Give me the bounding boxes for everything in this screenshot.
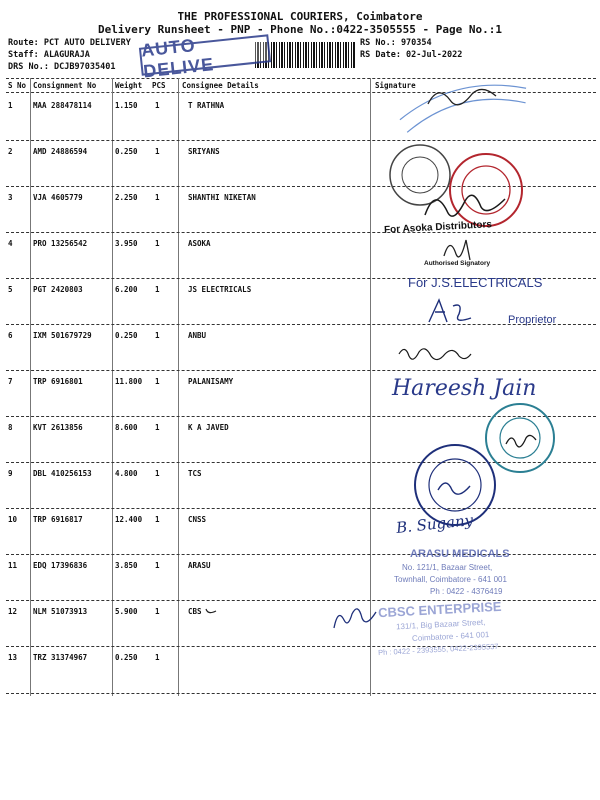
- cbs-signature: [330, 602, 386, 634]
- row-weight: 6.200: [115, 285, 138, 294]
- row-sno: 13: [8, 653, 18, 662]
- row-sno: 2: [8, 147, 13, 156]
- row-weight: 1.150: [115, 101, 138, 110]
- row-consignee: ASOKA: [188, 239, 211, 248]
- column-header-sno: S No: [8, 81, 27, 90]
- row-weight: 3.850: [115, 561, 138, 570]
- row-weight: 0.250: [115, 147, 138, 156]
- row-weight: 4.800: [115, 469, 138, 478]
- column-divider: [178, 78, 179, 696]
- row-sno: 6: [8, 331, 13, 340]
- row-consignment: KVT 2613856: [33, 423, 83, 432]
- row-rule: [6, 508, 596, 509]
- cnss-signature: B. Sugany: [395, 511, 474, 537]
- row-consignee: CNSS: [188, 515, 207, 524]
- row-pcs: 1: [155, 607, 160, 616]
- row-consignee: ARASU: [188, 561, 211, 570]
- row-pcs: 1: [155, 101, 160, 110]
- arasu-address-1: No. 121/1, Bazaar Street,: [402, 563, 493, 572]
- row-weight: 8.600: [115, 423, 138, 432]
- row-weight: 2.250: [115, 193, 138, 202]
- asoka-stamp-text: For Asoka Distributors: [383, 219, 493, 236]
- palanisamy-signature: Hareesh Jain: [392, 376, 537, 401]
- row-consignment: AMD 24886594: [33, 147, 88, 156]
- column-header-consignment: Consignment No: [33, 81, 97, 90]
- js-signature: [425, 296, 475, 326]
- rs-number: RS No.: 970354: [360, 38, 432, 48]
- auto-delivery-stamp: AUTO DELIVE: [139, 34, 271, 75]
- staff-label: Staff: ALAGURAJA: [8, 50, 90, 60]
- arasu-address-2: Townhall, Coimbatore - 641 001: [394, 575, 507, 584]
- row-rule: [6, 140, 596, 141]
- row-pcs: 1: [155, 331, 160, 340]
- cbs-phone: Ph : 0422 - 2393555, 0422-2395537: [377, 641, 499, 658]
- arasu-medicals-stamp: ARASU MEDICALS: [410, 548, 510, 560]
- signature-scribble: [420, 185, 510, 225]
- row-consignment: IXM 501679729: [33, 331, 92, 340]
- row-consignee: PALANISAMY: [188, 377, 234, 386]
- js-electricals-stamp: For J.S.ELECTRICALS: [408, 275, 543, 290]
- row-pcs: 1: [155, 285, 160, 294]
- anbu-signature: [396, 342, 476, 364]
- row-sno: 12: [8, 607, 18, 616]
- row-consignee: SRIYANS: [188, 147, 220, 156]
- row-consignee: ANBU: [188, 331, 207, 340]
- row-consignment: EDQ 17396836: [33, 561, 88, 570]
- row-weight: 11.800: [115, 377, 143, 386]
- row-consignment: DBL 410256153: [33, 469, 92, 478]
- cbs-tick-mark: [204, 605, 218, 615]
- row-pcs: 1: [155, 469, 160, 478]
- arasu-phone: Ph : 0422 - 4376419: [430, 587, 503, 596]
- row-sno: 10: [8, 515, 18, 524]
- row-consignment: TRP 6916817: [33, 515, 83, 524]
- route-label: Route: PCT AUTO DELIVERY: [8, 38, 131, 48]
- document-title: THE PROFESSIONAL COURIERS, Coimbatore: [177, 10, 423, 23]
- row-consignment: PGT 2420803: [33, 285, 83, 294]
- row-weight: 0.250: [115, 331, 138, 340]
- row-weight: 3.950: [115, 239, 138, 248]
- asoka-authorised-text: Authorised Signatory: [424, 260, 491, 267]
- table-bottom-rule: [6, 693, 596, 694]
- row-pcs: 1: [155, 147, 160, 156]
- row-rule: [6, 600, 596, 601]
- drs-number: DRS No.: DCJB97035401: [8, 62, 116, 72]
- asoka-signature: [440, 234, 480, 262]
- column-divider: [112, 78, 113, 696]
- cbs-address-2: Coimbatore - 641 001: [411, 629, 490, 644]
- row-rule: [6, 232, 596, 233]
- row-sno: 9: [8, 469, 13, 478]
- row-consignee: SHANTHI NIKETAN: [188, 193, 256, 202]
- row-consignee: CBS: [188, 607, 202, 616]
- column-header-pcs: PCS: [152, 81, 166, 90]
- row-consignee: TCS: [188, 469, 202, 478]
- row-consignment: MAA 288478114: [33, 101, 92, 110]
- row-consignee: JS ELECTRICALS: [188, 285, 252, 294]
- document-subtitle: Delivery Runsheet - PNP - Phone No.:0422-3505555 - Page No.:1: [98, 23, 502, 36]
- row-pcs: 1: [155, 377, 160, 386]
- column-divider: [30, 78, 31, 696]
- column-header-weight: Weight: [115, 81, 143, 90]
- row-consignment: TRP 6916801: [33, 377, 83, 386]
- column-header-consignee: Consignee Details: [182, 81, 259, 90]
- row-weight: 0.250: [115, 653, 138, 662]
- row-consignment: NLM 51073913: [33, 607, 88, 616]
- row-rule: [6, 646, 596, 647]
- row-rule: [6, 370, 596, 371]
- row-consignment: TRZ 31374967: [33, 653, 88, 662]
- row-sno: 11: [8, 561, 18, 570]
- column-header-signature: Signature: [375, 81, 416, 90]
- row-sno: 4: [8, 239, 13, 248]
- row-pcs: 1: [155, 515, 160, 524]
- row-sno: 3: [8, 193, 13, 202]
- row-consignee: T RATHNA: [188, 101, 225, 110]
- row-consignee: K A JAVED: [188, 423, 229, 432]
- row-consignment: PRO 13256542: [33, 239, 88, 248]
- row-sno: 8: [8, 423, 13, 432]
- cbs-stamp: CBSC ENTERPRISE: [377, 598, 502, 621]
- rs-date: RS Date: 02-Jul-2022: [360, 50, 463, 60]
- js-proprietor-text: Proprietor: [508, 314, 557, 326]
- row-pcs: 1: [155, 423, 160, 432]
- row-consignment: VJA 4605779: [33, 193, 83, 202]
- row-weight: 12.400: [115, 515, 143, 524]
- row-sno: 1: [8, 101, 13, 110]
- row-pcs: 1: [155, 193, 160, 202]
- cbs-address-1: 131/1, Big Bazaar Street,: [395, 617, 486, 632]
- received-stamp: [388, 74, 538, 134]
- row-weight: 5.900: [115, 607, 138, 616]
- row-pcs: 1: [155, 653, 160, 662]
- row-sno: 5: [8, 285, 13, 294]
- row-pcs: 1: [155, 239, 160, 248]
- row-pcs: 1: [155, 561, 160, 570]
- row-sno: 7: [8, 377, 13, 386]
